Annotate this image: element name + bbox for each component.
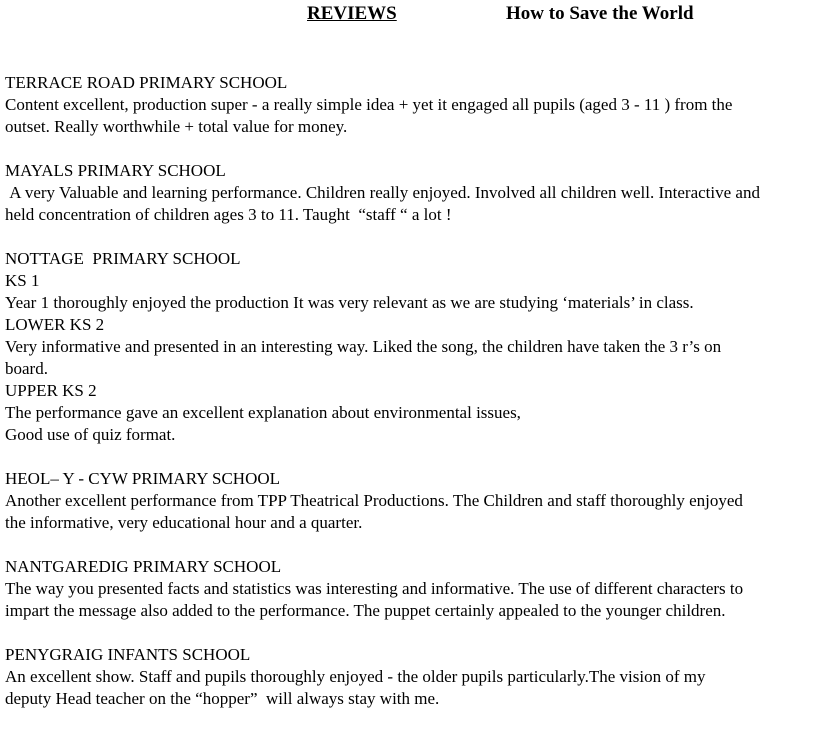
- review-text-line: deputy Head teacher on the “hopper” will always stay with me.: [5, 689, 440, 708]
- document-title: How to Save the World: [506, 3, 694, 24]
- review-entry: [5, 644, 817, 710]
- school-name: NOTTAGE PRIMARY SCHOOL: [5, 249, 241, 268]
- key-stage-label: UPPER KS 2: [5, 381, 97, 400]
- key-stage-label: LOWER KS 2: [5, 315, 105, 334]
- review-entry: [5, 248, 817, 446]
- review-text-line: outset. Really worthwhile + total value for money.: [5, 117, 348, 136]
- review-text-line: board.: [5, 359, 48, 378]
- school-name: TERRACE ROAD PRIMARY SCHOOL: [5, 73, 288, 92]
- review-text-line: Very informative and presented in an interesting way. Liked the song, the children have taken the 3 r’s on: [5, 337, 722, 356]
- school-name: HEOL– Y - CYW PRIMARY SCHOOL: [5, 469, 281, 488]
- school-name: NANTGAREDIG PRIMARY SCHOOL: [5, 557, 282, 576]
- review-text-line: the informative, very educational hour and a quarter.: [5, 513, 363, 532]
- review-text-line: held concentration of children ages 3 to 11. Taught “staff “ a lot !: [5, 205, 452, 224]
- page-header: [0, 3, 822, 29]
- reviews-heading: REVIEWS: [307, 3, 397, 24]
- review-text-line: A very Valuable and learning performance. Children really enjoyed. Involved all children well. Interactive and: [5, 183, 760, 202]
- review-text-line: Another excellent performance from TPP Theatrical Productions. The Children and staff thoroughly enjoyed: [5, 491, 743, 510]
- review-entry: [5, 160, 817, 226]
- school-name: MAYALS PRIMARY SCHOOL: [5, 161, 226, 180]
- review-text-line: Year 1 thoroughly enjoyed the production It was very relevant as we are studying ‘materials’ in class.: [5, 293, 694, 312]
- review-text-line: Content excellent, production super - a really simple idea + yet it engaged all pupils (aged 3 - 11 ) from the: [5, 95, 733, 114]
- review-entry: [5, 468, 817, 534]
- review-text-line: The way you presented facts and statistics was interesting and informative. The use of different characters to: [5, 579, 744, 598]
- school-name: PENYGRAIG INFANTS SCHOOL: [5, 645, 251, 664]
- review-text-line: An excellent show. Staff and pupils thoroughly enjoyed - the older pupils particularly.The vision of my: [5, 667, 706, 686]
- review-text-line: The performance gave an excellent explanation about environmental issues,: [5, 403, 521, 422]
- reviews-list: [5, 72, 817, 732]
- review-text-line: impart the message also added to the performance. The puppet certainly appealed to the younger children.: [5, 601, 726, 620]
- review-entry: [5, 556, 817, 622]
- key-stage-label: KS 1: [5, 271, 40, 290]
- review-entry: [5, 72, 817, 138]
- review-text-line: Good use of quiz format.: [5, 425, 176, 444]
